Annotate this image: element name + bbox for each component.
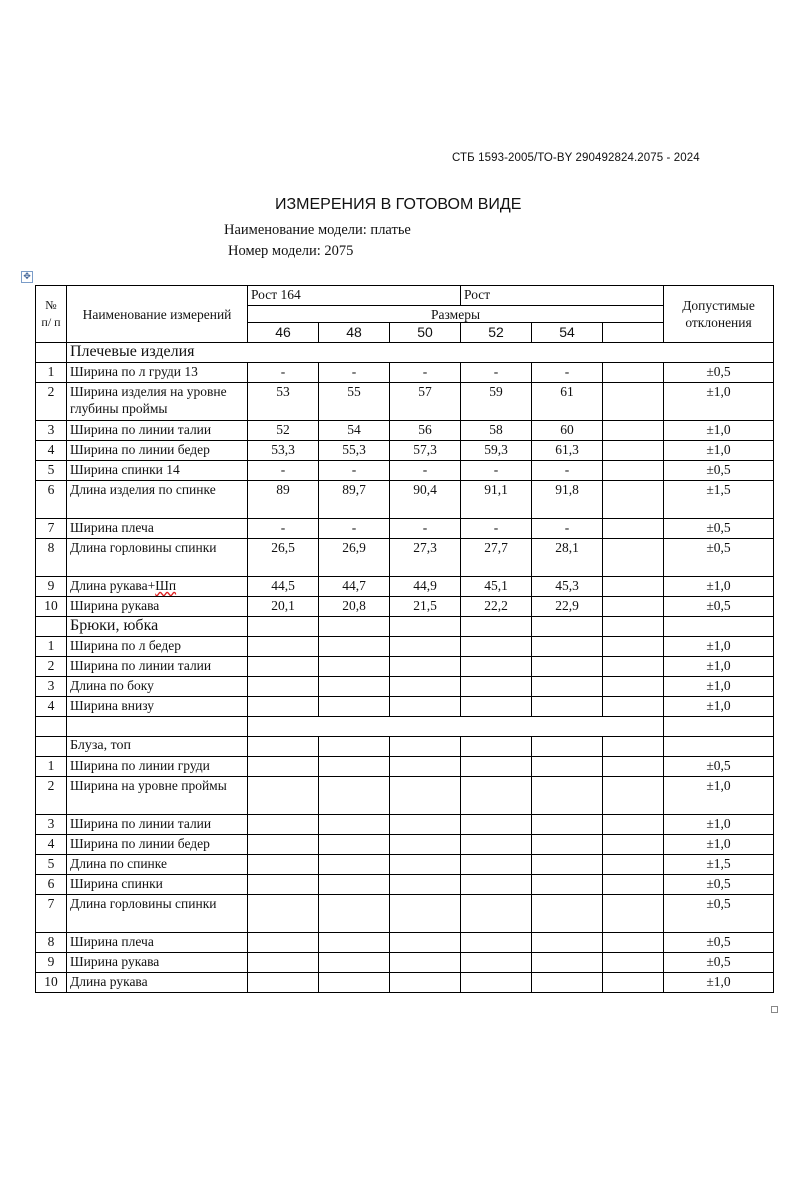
empty-cell	[319, 737, 390, 757]
tolerance-cell: ±0,5	[664, 933, 774, 953]
row-number: 9	[36, 953, 67, 973]
value-cell: 59,3	[461, 441, 532, 461]
value-cell: 89,7	[319, 481, 390, 519]
tolerance-cell: ±1,0	[664, 815, 774, 835]
value-cell	[390, 895, 461, 933]
table-row	[36, 777, 774, 815]
section-empty-cell	[36, 737, 67, 757]
table-row	[36, 875, 774, 895]
value-cell: 27,3	[390, 539, 461, 577]
value-cell: -	[248, 519, 319, 539]
value-cell	[532, 637, 603, 657]
tolerance-cell: ±0,5	[664, 953, 774, 973]
empty-cell	[603, 539, 664, 577]
row-name: Ширина по линии груди	[67, 757, 248, 777]
table-resize-handle[interactable]	[771, 1006, 778, 1013]
row-name	[67, 577, 248, 597]
header-height-164: Рост 164	[248, 286, 461, 306]
value-cell	[248, 973, 319, 993]
value-cell: 44,7	[319, 577, 390, 597]
empty-cell	[603, 421, 664, 441]
row-number: 8	[36, 539, 67, 577]
row-name-main: Длина рукава+	[70, 578, 156, 593]
value-cell	[319, 657, 390, 677]
value-cell	[248, 835, 319, 855]
value-cell: 55	[319, 383, 390, 421]
empty-cell	[603, 657, 664, 677]
tolerance-cell: ±0,5	[664, 539, 774, 577]
empty-cell	[532, 617, 603, 637]
empty-cell	[603, 441, 664, 461]
value-cell	[248, 637, 319, 657]
empty-cell	[603, 597, 664, 617]
empty-cell	[67, 717, 248, 737]
value-cell: 56	[390, 421, 461, 441]
empty-cell	[603, 577, 664, 597]
value-cell: -	[319, 519, 390, 539]
value-cell: 57	[390, 383, 461, 421]
value-cell	[248, 953, 319, 973]
row-name: Ширина плеча	[67, 933, 248, 953]
value-cell	[319, 677, 390, 697]
empty-cell	[461, 737, 532, 757]
value-cell: 54	[319, 421, 390, 441]
table-row	[36, 855, 774, 875]
value-cell	[248, 855, 319, 875]
value-cell: 28,1	[532, 539, 603, 577]
value-cell: 26,9	[319, 539, 390, 577]
table-row	[36, 677, 774, 697]
size-cell: 48	[319, 323, 390, 343]
row-number: 6	[36, 875, 67, 895]
size-cell: 50	[390, 323, 461, 343]
empty-cell	[390, 737, 461, 757]
row-number: 10	[36, 597, 67, 617]
row-name: Ширина спинки 14	[67, 461, 248, 481]
empty-cell	[664, 717, 774, 737]
value-cell	[390, 973, 461, 993]
value-cell: 21,5	[390, 597, 461, 617]
tolerance-cell: ±1,0	[664, 383, 774, 421]
value-cell	[461, 875, 532, 895]
table-row	[36, 597, 774, 617]
value-cell	[390, 677, 461, 697]
row-number: 5	[36, 461, 67, 481]
tolerance-cell: ±1,0	[664, 697, 774, 717]
row-name: Ширина изделия на уровне глубины проймы	[67, 383, 248, 421]
value-cell	[319, 855, 390, 875]
value-cell	[248, 697, 319, 717]
size-cell: 52	[461, 323, 532, 343]
value-cell	[319, 895, 390, 933]
tolerance-cell: ±1,5	[664, 481, 774, 519]
tolerance-cell: ±0,5	[664, 461, 774, 481]
empty-cell	[603, 895, 664, 933]
empty-cell	[603, 815, 664, 835]
table-row	[36, 835, 774, 855]
row-name: Ширина рукава	[67, 953, 248, 973]
row-number: 9	[36, 577, 67, 597]
table-row	[36, 697, 774, 717]
row-name: Ширина рукава	[67, 597, 248, 617]
value-cell	[532, 657, 603, 677]
measurements-table	[35, 285, 774, 993]
value-cell	[461, 973, 532, 993]
row-name: Ширина плеча	[67, 519, 248, 539]
section-title: Плечевые изделия	[67, 343, 774, 363]
empty-cell	[36, 717, 67, 737]
size-cell-empty	[603, 323, 664, 343]
tolerance-cell: ±0,5	[664, 895, 774, 933]
value-cell	[390, 757, 461, 777]
tolerance-cell: ±0,5	[664, 519, 774, 539]
empty-cell	[248, 617, 319, 637]
value-cell	[532, 953, 603, 973]
table-row	[36, 637, 774, 657]
empty-cell	[603, 363, 664, 383]
section-empty-cell	[36, 343, 67, 363]
table-row	[36, 461, 774, 481]
value-cell: 45,3	[532, 577, 603, 597]
value-cell	[319, 697, 390, 717]
value-cell	[461, 815, 532, 835]
value-cell: 91,1	[461, 481, 532, 519]
empty-cell	[603, 461, 664, 481]
size-cell: 46	[248, 323, 319, 343]
value-cell	[248, 895, 319, 933]
value-cell: -	[319, 461, 390, 481]
row-name: Длина горловины спинки	[67, 539, 248, 577]
row-name: Ширина по линии талии	[67, 657, 248, 677]
value-cell	[532, 875, 603, 895]
row-number: 7	[36, 519, 67, 539]
table-row	[36, 657, 774, 677]
value-cell: 20,8	[319, 597, 390, 617]
empty-cell	[248, 717, 664, 737]
row-name: Длина горловины спинки	[67, 895, 248, 933]
header-tolerance: Допустимые отклонения	[664, 286, 774, 343]
value-cell: -	[390, 519, 461, 539]
value-cell	[248, 657, 319, 677]
empty-cell	[603, 855, 664, 875]
row-number: 8	[36, 933, 67, 953]
empty-cell	[248, 737, 319, 757]
row-number: 3	[36, 815, 67, 835]
value-cell	[532, 835, 603, 855]
value-cell	[390, 637, 461, 657]
empty-cell	[319, 617, 390, 637]
row-name: Длина по боку	[67, 677, 248, 697]
tolerance-cell: ±0,5	[664, 597, 774, 617]
table-row	[36, 481, 774, 519]
header-sizes: Размеры	[248, 306, 664, 323]
standard-reference: СТБ 1593-2005/ТО-BY 290492824.2075 - 2024	[452, 152, 700, 164]
table-row	[36, 363, 774, 383]
value-cell: 53,3	[248, 441, 319, 461]
value-cell	[248, 677, 319, 697]
row-number: 5	[36, 855, 67, 875]
row-number: 2	[36, 657, 67, 677]
empty-cell	[603, 777, 664, 815]
value-cell	[319, 953, 390, 973]
value-cell: 59	[461, 383, 532, 421]
section-empty-cell	[36, 617, 67, 637]
empty-cell	[603, 697, 664, 717]
value-cell	[532, 697, 603, 717]
row-number: 2	[36, 777, 67, 815]
value-cell: 44,5	[248, 577, 319, 597]
value-cell: 27,7	[461, 539, 532, 577]
tolerance-cell: ±0,5	[664, 757, 774, 777]
tolerance-cell: ±1,0	[664, 777, 774, 815]
table-row	[36, 895, 774, 933]
section-row	[36, 617, 774, 637]
row-name: Ширина по линии талии	[67, 421, 248, 441]
value-cell: 53	[248, 383, 319, 421]
header-row-1	[36, 286, 774, 306]
value-cell: 52	[248, 421, 319, 441]
table-row	[36, 953, 774, 973]
tolerance-cell: ±1,0	[664, 835, 774, 855]
tolerance-cell: ±1,0	[664, 657, 774, 677]
value-cell: 57,3	[390, 441, 461, 461]
value-cell	[461, 895, 532, 933]
section-title: Брюки, юбка	[67, 617, 248, 637]
value-cell: -	[532, 519, 603, 539]
value-cell	[248, 815, 319, 835]
value-cell: -	[461, 461, 532, 481]
row-number: 4	[36, 441, 67, 461]
value-cell	[461, 757, 532, 777]
tolerance-cell: ±0,5	[664, 363, 774, 383]
table-row	[36, 519, 774, 539]
tolerance-cell: ±0,5	[664, 875, 774, 895]
value-cell	[248, 777, 319, 815]
empty-cell	[664, 617, 774, 637]
value-cell: -	[390, 363, 461, 383]
row-name: Ширина по линии бедер	[67, 835, 248, 855]
empty-cell	[532, 737, 603, 757]
value-cell: -	[248, 363, 319, 383]
tolerance-cell: ±1,0	[664, 973, 774, 993]
empty-cell	[603, 875, 664, 895]
empty-cell	[603, 973, 664, 993]
value-cell	[532, 815, 603, 835]
empty-cell	[603, 933, 664, 953]
empty-cell	[390, 617, 461, 637]
row-name: Ширина по л бедер	[67, 637, 248, 657]
value-cell: 61	[532, 383, 603, 421]
row-number: 6	[36, 481, 67, 519]
row-name-extra: Шп	[155, 578, 177, 593]
empty-cell	[603, 617, 664, 637]
row-number: 1	[36, 757, 67, 777]
value-cell	[461, 933, 532, 953]
empty-cell	[603, 737, 664, 757]
value-cell	[390, 657, 461, 677]
table-row	[36, 441, 774, 461]
value-cell	[248, 757, 319, 777]
table-move-handle-icon[interactable]: ✥	[21, 271, 33, 283]
empty-cell	[603, 677, 664, 697]
row-number: 4	[36, 697, 67, 717]
value-cell: 90,4	[390, 481, 461, 519]
value-cell	[390, 697, 461, 717]
value-cell	[461, 657, 532, 677]
value-cell: 45,1	[461, 577, 532, 597]
empty-cell	[603, 835, 664, 855]
value-cell	[319, 815, 390, 835]
tolerance-cell: ±1,5	[664, 855, 774, 875]
value-cell: 22,2	[461, 597, 532, 617]
value-cell	[319, 757, 390, 777]
header-number: № п/ п	[36, 286, 67, 343]
row-number: 2	[36, 383, 67, 421]
value-cell	[532, 895, 603, 933]
row-name: Длина рукава	[67, 973, 248, 993]
size-cell: 54	[532, 323, 603, 343]
value-cell	[461, 697, 532, 717]
value-cell: 22,9	[532, 597, 603, 617]
value-cell	[390, 835, 461, 855]
row-name: Ширина на уровне проймы	[67, 777, 248, 815]
value-cell	[532, 677, 603, 697]
row-name: Ширина спинки	[67, 875, 248, 895]
value-cell: 58	[461, 421, 532, 441]
empty-cell	[603, 519, 664, 539]
model-name: Наименование модели: платье	[224, 222, 411, 238]
tolerance-cell: ±1,0	[664, 577, 774, 597]
value-cell	[390, 953, 461, 973]
value-cell: -	[461, 363, 532, 383]
value-cell: 44,9	[390, 577, 461, 597]
table-row	[36, 757, 774, 777]
section-row	[36, 737, 774, 757]
empty-cell	[603, 383, 664, 421]
blank-row	[36, 717, 774, 737]
table-row	[36, 973, 774, 993]
tolerance-cell: ±1,0	[664, 677, 774, 697]
value-cell	[248, 875, 319, 895]
row-name: Длина по спинке	[67, 855, 248, 875]
empty-cell	[461, 617, 532, 637]
value-cell: 89	[248, 481, 319, 519]
value-cell: -	[532, 363, 603, 383]
value-cell	[319, 835, 390, 855]
value-cell	[461, 677, 532, 697]
value-cell: 20,1	[248, 597, 319, 617]
row-number: 1	[36, 363, 67, 383]
value-cell	[532, 855, 603, 875]
model-number: Номер модели: 2075	[228, 243, 354, 259]
row-number: 1	[36, 637, 67, 657]
value-cell	[319, 933, 390, 953]
row-name: Ширина по линии талии	[67, 815, 248, 835]
header-name: Наименование измерений	[67, 286, 248, 343]
value-cell: 55,3	[319, 441, 390, 461]
value-cell	[390, 855, 461, 875]
tolerance-cell: ±1,0	[664, 441, 774, 461]
value-cell	[461, 777, 532, 815]
section-title: Блуза, топ	[67, 737, 248, 757]
value-cell	[248, 933, 319, 953]
row-number: 3	[36, 421, 67, 441]
value-cell: 26,5	[248, 539, 319, 577]
row-number: 10	[36, 973, 67, 993]
row-number: 7	[36, 895, 67, 933]
value-cell	[390, 777, 461, 815]
row-number: 3	[36, 677, 67, 697]
tolerance-cell: ±1,0	[664, 637, 774, 657]
row-name: Длина изделия по спинке	[67, 481, 248, 519]
empty-cell	[603, 757, 664, 777]
value-cell	[319, 973, 390, 993]
row-name: Ширина по линии бедер	[67, 441, 248, 461]
empty-cell	[603, 481, 664, 519]
table-row	[36, 421, 774, 441]
value-cell	[390, 815, 461, 835]
value-cell	[532, 973, 603, 993]
table-row	[36, 539, 774, 577]
value-cell	[532, 757, 603, 777]
value-cell: -	[390, 461, 461, 481]
value-cell: -	[532, 461, 603, 481]
value-cell	[390, 875, 461, 895]
table-row	[36, 577, 774, 597]
value-cell: 61,3	[532, 441, 603, 461]
value-cell: -	[461, 519, 532, 539]
row-number: 4	[36, 835, 67, 855]
value-cell	[461, 953, 532, 973]
table-row	[36, 933, 774, 953]
value-cell	[461, 637, 532, 657]
value-cell	[532, 933, 603, 953]
value-cell	[390, 933, 461, 953]
row-name: Ширина внизу	[67, 697, 248, 717]
tolerance-cell: ±1,0	[664, 421, 774, 441]
section-row	[36, 343, 774, 363]
empty-cell	[664, 737, 774, 757]
empty-cell	[603, 953, 664, 973]
value-cell: -	[319, 363, 390, 383]
table-row	[36, 815, 774, 835]
table-row	[36, 383, 774, 421]
document-title: ИЗМЕРЕНИЯ В ГОТОВОМ ВИДЕ	[275, 196, 522, 213]
header-height-2: Рост	[461, 286, 664, 306]
value-cell	[319, 875, 390, 895]
value-cell: 60	[532, 421, 603, 441]
empty-cell	[603, 637, 664, 657]
value-cell	[319, 637, 390, 657]
value-cell	[461, 855, 532, 875]
row-name: Ширина по л груди 13	[67, 363, 248, 383]
value-cell	[532, 777, 603, 815]
value-cell: -	[248, 461, 319, 481]
value-cell	[461, 835, 532, 855]
value-cell	[319, 777, 390, 815]
value-cell: 91,8	[532, 481, 603, 519]
